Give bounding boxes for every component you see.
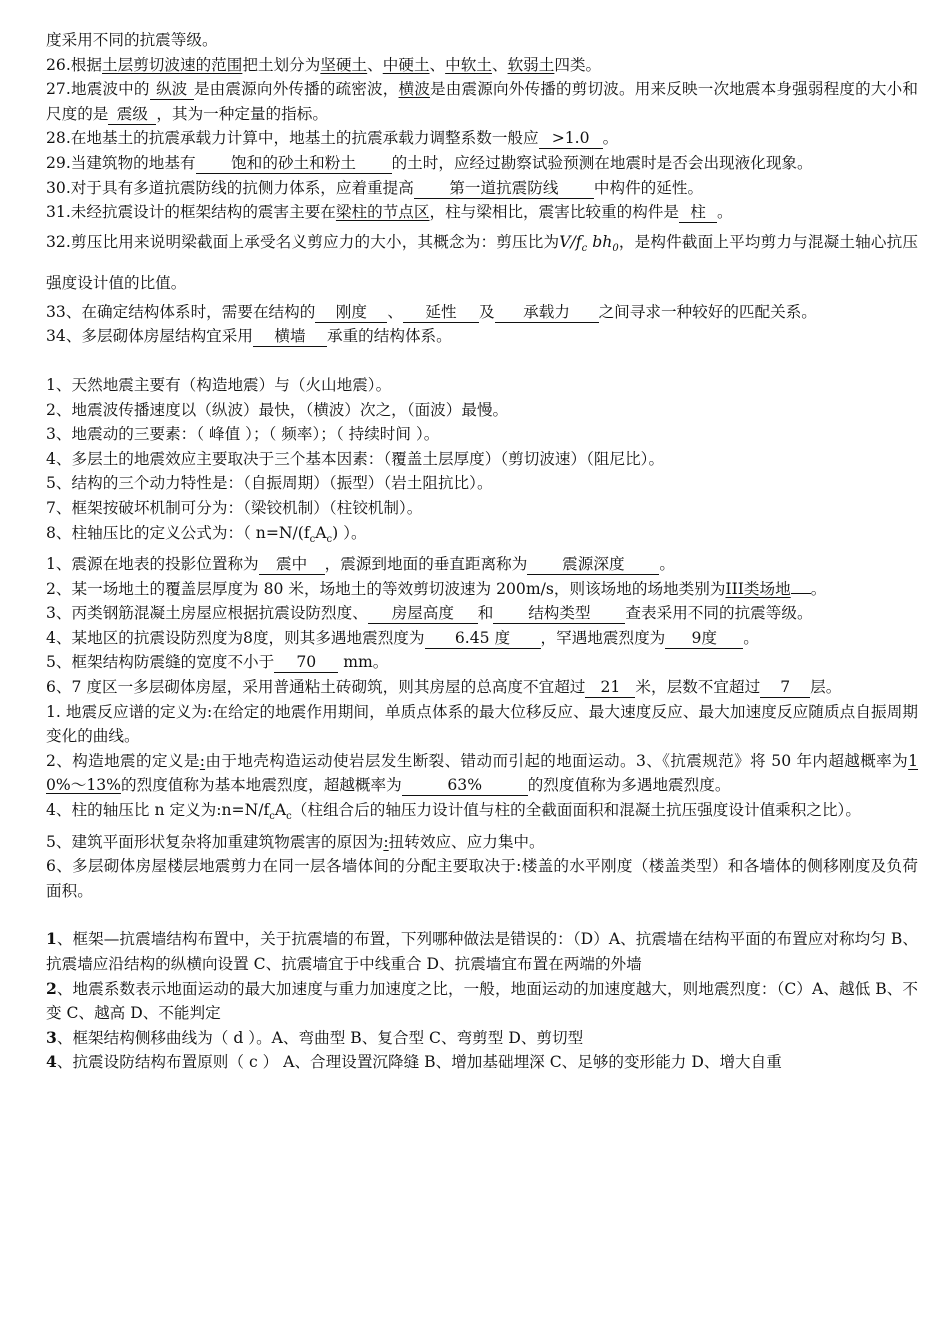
question-32: 32.剪压比用来说明梁截面上承受名义剪应力的大小，其概念为：剪压比为$V/f_c$ $bh_0$，是构件截面上平均剪力与混凝土轴心抗压强度设计值的比值。 [46,232,918,292]
blank-item-4: 4、某地区的抗震设防烈度为8度，则其多遇地震烈度为 6.45 度 ，罕遇地震烈度为 9度 。 [46,628,759,647]
blank-item-5: 5、框架结构防震缝的宽度不小于 70 mm。 [46,653,389,672]
definition-5: 5、建筑平面形状复杂将加重建筑物震害的原因为:扭转效应、应力集中。 [46,832,545,851]
blank-item-2: 2、某一场地土的覆盖层厚度为 80 米，场地土的等效剪切波速为 200m/s，则该场地的场地类别为III类场地 。 [46,579,827,598]
blank-item-1: 1、震源在地表的投影位置称为 震中 ，震源到地面的垂直距离称为 震源深度 。 [46,555,675,574]
fill-item-5: 5、结构的三个动力特性是：（自振周期）（振型）（岩土阻抗比）。 [46,474,493,493]
choice-question-4: 4、抗震设防结构布置原则（ c ） A、合理设置沉降缝 B、增加基础埋深 C、足够的变形能力 D、增大自重 [46,1052,782,1072]
fill-item-1: 1、天然地震主要有（构造地震）与（火山地震）。 [46,375,392,394]
question-27: 27.地震波中的 纵波 是由震源向外传播的疏密波，横波是由震源向外传播的剪切波。用来反映一次地震本身强弱程度的大小和尺度的是 震级 ，其为一种定量的指标。 [46,80,918,123]
shear-ratio-formula: $V/f_c$ $bh_0$ [559,232,619,254]
question-28: 28.在地基土的抗震承载力计算中，地基土的抗震承载力调整系数一般应 >1.0 。 [46,129,619,148]
document-page [46,28,918,1075]
fill-item-7: 7、框架按破坏机制可分为：（梁铰机制）（柱铰机制）。 [46,498,423,517]
choice-question-2: 2、地震系数表示地面运动的最大加速度与重力加速度之比，一般，地面运动的加速度越大，则地震烈度：（C）A、越低 B、不变 C、越高 D、不能判定 [46,978,918,1023]
definition-2: 2、构造地震的定义是:由于地壳构造运动使岩层发生断裂、错动而引起的地面运动。3、《抗震规范》将 50 年内超越概率为10%～13%的烈度值称为基本地震烈度，超越概率为 63% 的烈度值称为多遇地震烈度。 [46,751,918,795]
fill-item-3: 3、地震动的三要素：（ 峰值 ）；（ 频率）；（ 持续时间 ）。 [46,425,440,444]
fill-item-4: 4、多层土的地震效应主要取决于三个基本因素：（覆盖土层厚度）（剪切波速）（阻尼比）。 [46,449,665,468]
blank-item-3: 3、丙类钢筋混凝土房屋应根据抗震设防烈度、 房屋高度 和 结构类型 查表采用不同的抗震等级。 [46,604,813,623]
definition-4: 4、柱的轴压比 n 定义为$:n=N/f_cA_c$（柱组合后的轴压力设计值与柱的全截面面积和混凝土抗压强度设计值乘积之比）。 [46,801,861,823]
fill-item-2: 2、地震波传播速度以（纵波）最快，（横波）次之，（面波）最慢。 [46,400,509,419]
text-line: 度采用不同的抗震等级。 [46,31,218,49]
fill-item-8: 8、柱轴压比的定义公式为：（ $n=N/(f_cA_c)$ ）。 [46,523,367,545]
question-33: 33、在确定结构体系时，需要在结构的 刚度 、 延性 及 承载力 之间寻求一种较好的匹配关系。 [46,302,817,321]
definition-1: 1. 地震反应谱的定义为:在给定的地震作用期间，单质点体系的最大位移反应、最大速度反应、最大加速度反应随质点自振周期变化的曲线。 [46,702,918,746]
choice-question-3: 3、框架结构侧移曲线为（ d ）。A、弯曲型 B、复合型 C、弯剪型 D、剪切型 [46,1027,584,1047]
definition-6: 6、多层砌体房屋楼层地震剪力在同一层各墙体间的分配主要取决于:楼盖的水平刚度（楼盖类型）和各墙体的侧移刚度及负荷面积。 [46,857,918,900]
blank-item-6: 6、7 度区一多层砌体房屋，采用普通粘土砖砌筑，则其房屋的总高度不宜超过 21 米，层数不宜超过 7 层。 [46,678,842,697]
question-26: 26.根据土层剪切波速的范围把土划分为坚硬土、中硬土、中软土、软弱土四类。 [46,55,602,74]
question-30: 30.对于具有多道抗震防线的抗侧力体系，应着重提高 第一道抗震防线 中构件的延性。 [46,178,704,197]
choice-question-1: 1、框架—抗震墙结构布置中，关于抗震墙的布置，下列哪种做法是错误的：（D）A、抗震墙在结构平面的布置应对称均匀 B、抗震墙应沿结构的纵横向设置 C、抗震墙宜于中线重合 D、抗震墙宜布置在两端的外墙 [46,929,918,973]
question-34: 34、多层砌体房屋结构宜采用 横墙 承重的结构体系。 [46,327,452,346]
question-29: 29.当建筑物的地基有 饱和的砂土和粉土 的土时，应经过勘察试验预测在地震时是否会出现液化现象。 [46,153,813,172]
question-31: 31.未经抗震设计的框架结构的震害主要在梁柱的节点区，柱与梁相比，震害比较重的构件是 柱 。 [46,203,733,222]
